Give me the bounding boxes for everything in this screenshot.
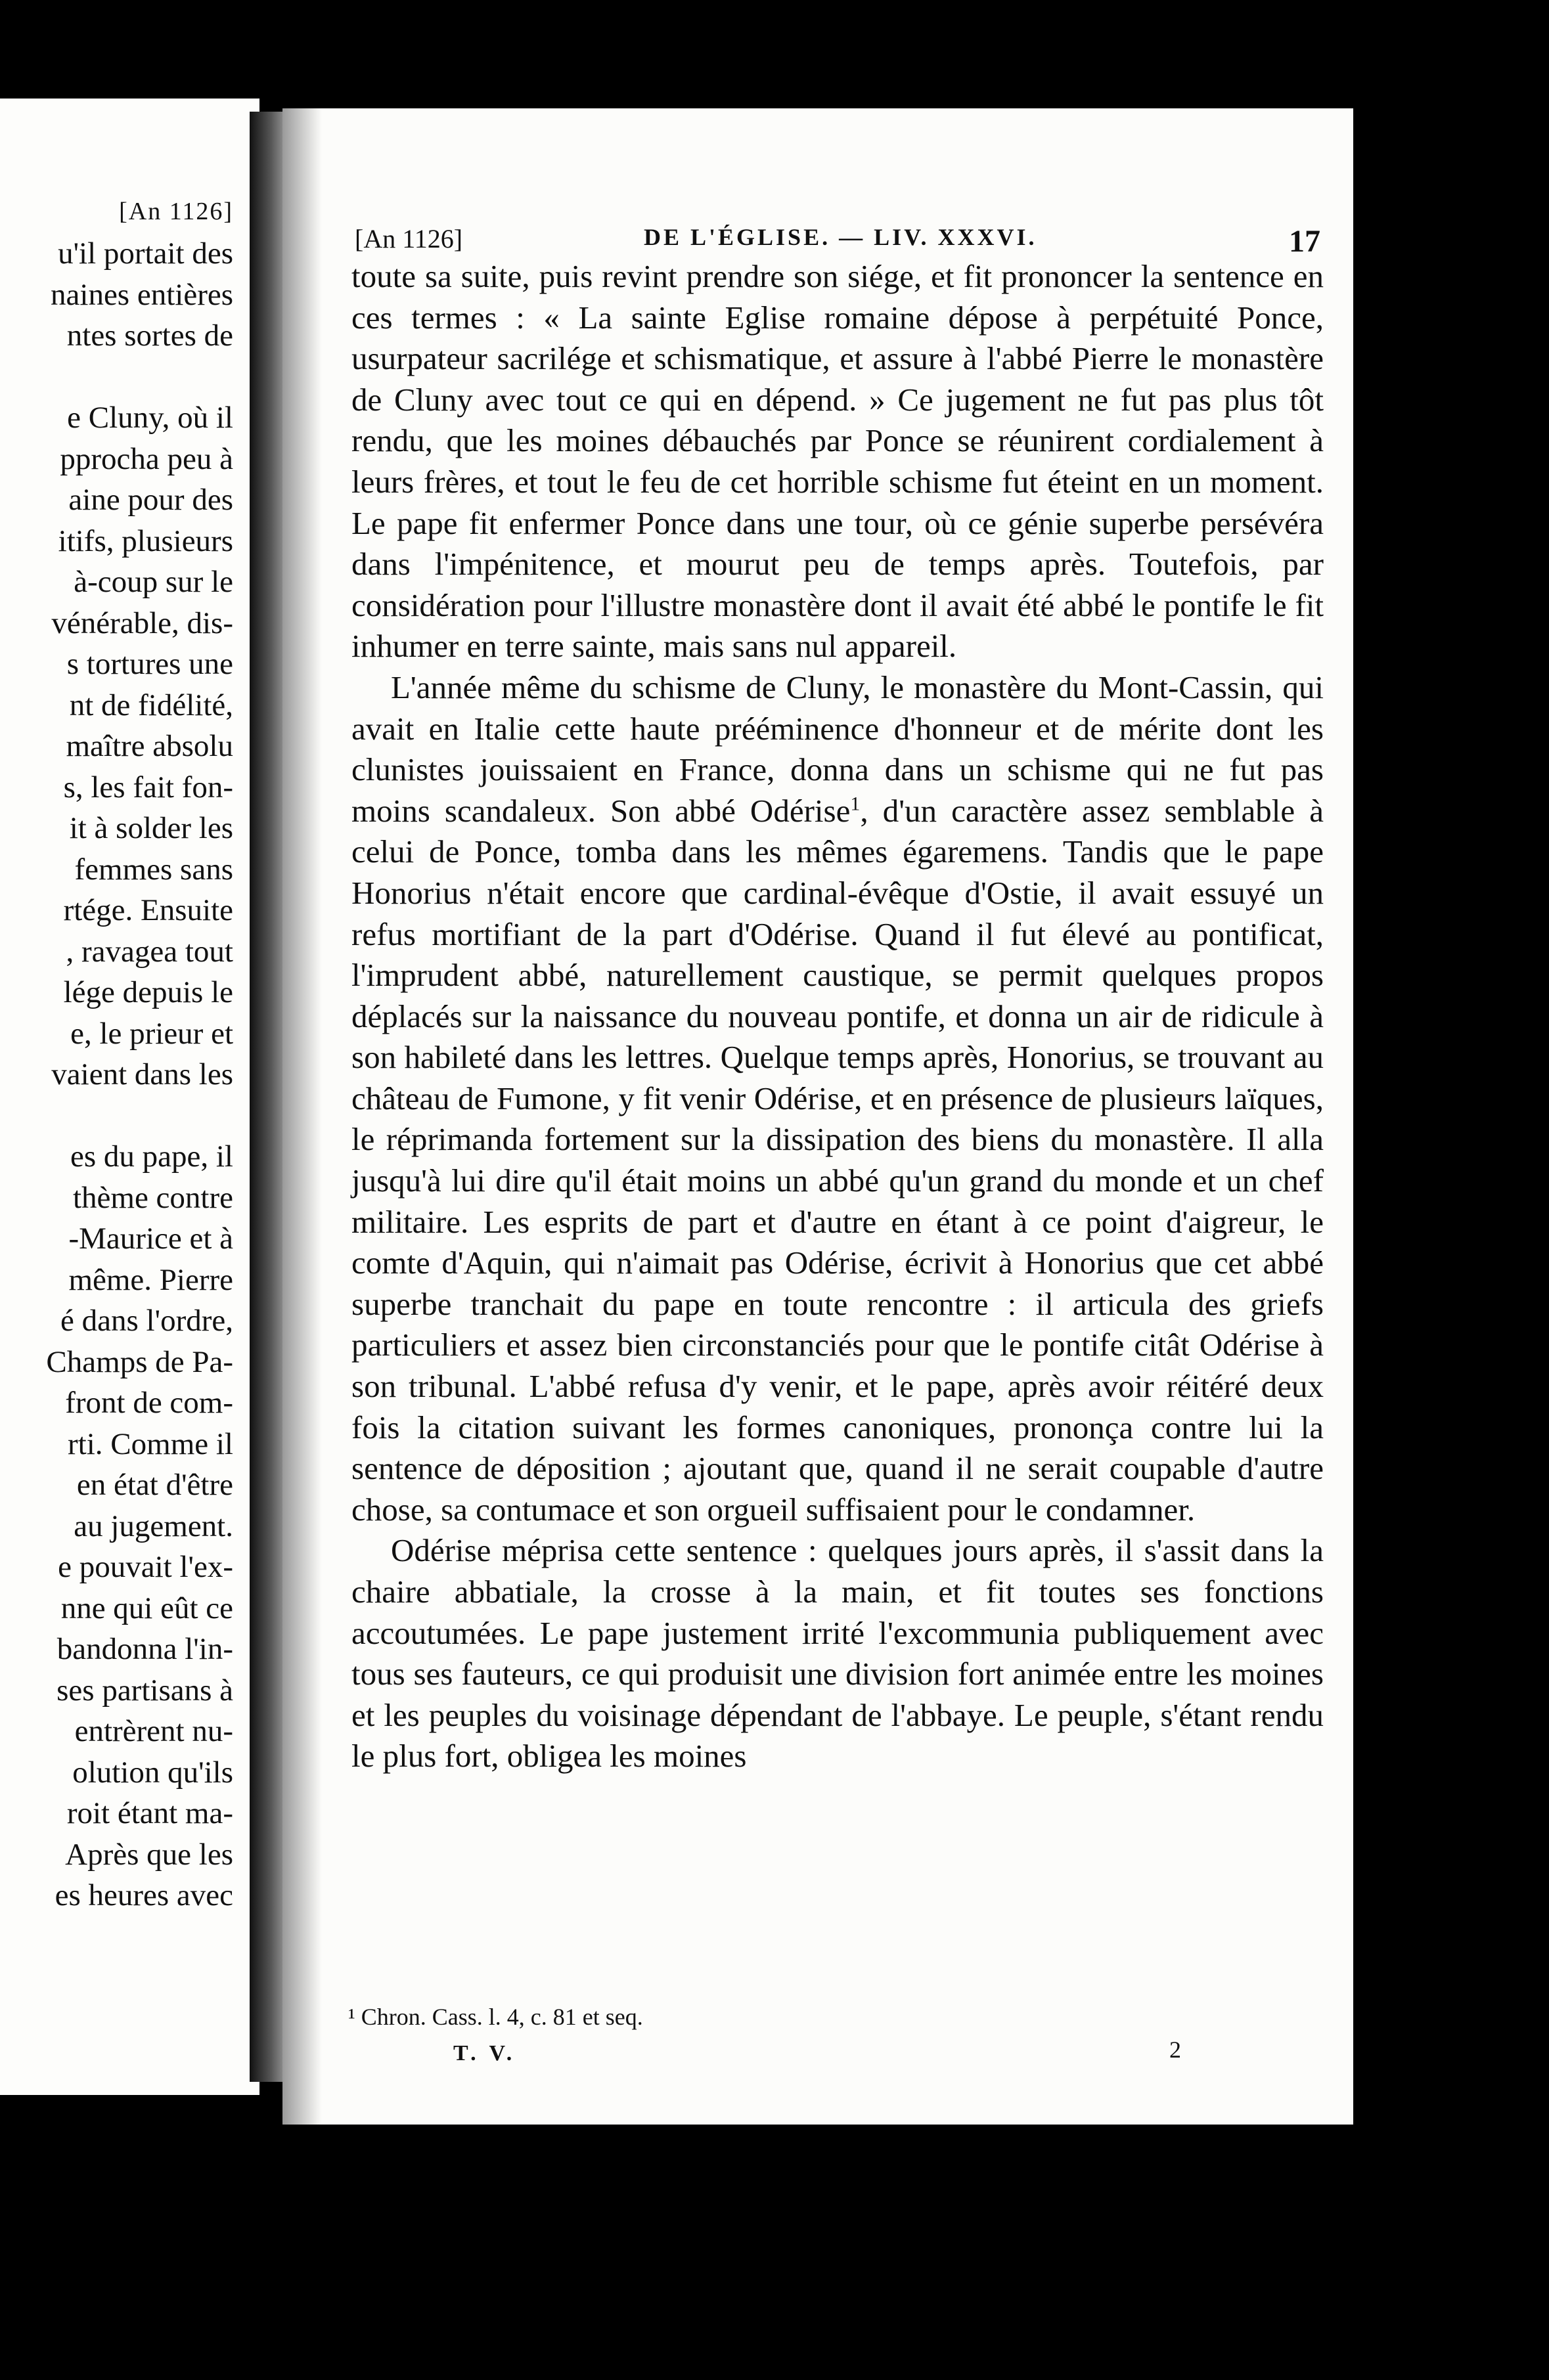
left-page-line: front de com- bbox=[65, 1386, 233, 1420]
paragraph-2 bbox=[351, 667, 1324, 1530]
left-page-line: nt de fidélité, bbox=[69, 688, 233, 722]
page-body bbox=[351, 256, 1324, 1777]
left-page-line: olution qu'ils bbox=[72, 1755, 233, 1790]
left-page-line: es du pape, il bbox=[70, 1139, 233, 1174]
left-page-line: même. Pierre bbox=[68, 1262, 233, 1297]
header-year: [An 1126] bbox=[355, 224, 463, 253]
left-page-line: rtége. Ensuite bbox=[63, 893, 233, 927]
left-page-line: à-coup sur le bbox=[74, 565, 233, 599]
left-page-line: nne qui eût ce bbox=[60, 1591, 233, 1625]
left-page-fragment bbox=[0, 99, 259, 2095]
left-page-line: Après que les bbox=[65, 1837, 233, 1872]
left-page-line: vaient dans les bbox=[51, 1057, 233, 1091]
left-page-line: vénérable, dis- bbox=[51, 606, 233, 640]
left-page-line: pprocha peu à bbox=[60, 441, 233, 476]
left-page-line: entrèrent nu- bbox=[74, 1714, 233, 1748]
left-page-line: itifs, plusieurs bbox=[58, 523, 233, 558]
left-page-line: s tortures une bbox=[66, 647, 233, 681]
left-page-line: ses partisans à bbox=[56, 1673, 233, 1708]
left-page-line: é dans l'ordre, bbox=[60, 1304, 233, 1338]
left-page-line: Champs de Pa- bbox=[46, 1344, 233, 1379]
left-page-line: u'il portait des bbox=[58, 236, 233, 271]
left-page-line: lége depuis le bbox=[63, 975, 233, 1009]
left-page-line: bandonna l'in- bbox=[56, 1632, 233, 1666]
left-page-line: e Cluny, où il bbox=[67, 401, 233, 435]
left-page-line: roit étant ma- bbox=[66, 1796, 233, 1830]
left-page-line: s, les fait fon- bbox=[63, 770, 233, 804]
sheet-number: 2 bbox=[1169, 2037, 1181, 2063]
header-title: DE L'ÉGLISE. — LIV. XXXVI. bbox=[644, 224, 1037, 250]
paragraph-2-text-b: , d'un caractère assez semblable à celui de Ponce, tomba dans les mêmes égaremens. Tandis que le pape Honorius n'était encore que cardinal-évêque d'Ostie, il avait essuyé un refus mortifiant de la part d'Odérise. Quand il fut élevé au pontificat, l'imprudent abbé, naturellement caustique, se permit quelques propos déplacés sur la naissance du nouveau pontife, et donna un air de ridicule à son habileté dans les lettres. Quelque temps après, Honorius, se trouvant au château de Fumone, y fit venir Odérise, et en présence de plusieurs laïques, le réprimanda fortement sur la dissipation des biens du monastère. Il alla jusqu'à lui dire qu'il était moins un abbé qu'un grand du monde et un chef militaire. Les esprits de part et d'autre en étant à ce point d'aigreur, le comte d'Aquin, qui n'aimait pas Odérise, écrivit à Honorius que cet abbé superbe tranchait du pape en toute rencontre : il articula des griefs particuliers et assez bien circonstanciés pour que le pontife citât Odérise à son tribunal. L'abbé refusa d'y venir, et le pape, après avoir réitéré deux fois la citation suivant les formes canoniques, prononça contre lui la sentence de déposition ; ajoutant que, quand il ne serait coupable d'autre chose, sa contumace et son orgueil suffisaient pour le condamner. bbox=[351, 792, 1324, 1528]
left-page-line: en état d'être bbox=[76, 1468, 233, 1502]
left-page-line: ntes sortes de bbox=[66, 319, 233, 353]
left-page-header: [An 1126] bbox=[119, 198, 233, 225]
paragraph-2-text-a: L'année même du schisme de Cluny, le monastère du Mont-Cassin, qui avait en Italie cette haute prééminence d'honneur et de mérite dont les clunistes jouissaient en France, donna dans un schisme qui ne fut pas moins scandaleux. Son abbé Odérise bbox=[351, 669, 1324, 829]
signature-mark: T. V. bbox=[453, 2041, 516, 2065]
right-page bbox=[282, 108, 1353, 2125]
left-page-line: e pouvait l'ex- bbox=[58, 1550, 233, 1584]
left-page-line: -Maurice et à bbox=[68, 1222, 233, 1256]
paragraph-3: Odérise méprisa cette sentence : quelques jours après, il s'assit dans la chaire abbatiale, la crosse à la main, et fit toutes ses fonctions accoutumées. Le pape justement irrité l'excommunia publiquement avec tous ses fauteurs, ce qui produisit une division fort animée entre les moines et les peuples du voisinage dépendant de l'abbaye. Le peuple, s'étant rendu le plus fort, obligea les moines bbox=[351, 1532, 1324, 1774]
left-page-line: e, le prieur et bbox=[70, 1016, 233, 1051]
footnote: ¹ Chron. Cass. l. 4, c. 81 et seq. bbox=[348, 2004, 643, 2030]
page-number: 17 bbox=[1289, 224, 1320, 259]
left-page-line: es heures avec bbox=[55, 1878, 233, 1912]
left-page-line: rti. Comme il bbox=[68, 1426, 233, 1461]
left-page-line bbox=[0, 1095, 233, 1137]
left-page-line: maître absolu bbox=[66, 729, 233, 763]
left-page-text bbox=[0, 233, 233, 1916]
left-page-line: thème contre bbox=[72, 1180, 233, 1215]
footnote-reference: 1 bbox=[850, 793, 861, 815]
left-page-line: it à solder les bbox=[69, 811, 233, 845]
left-page-line: femmes sans bbox=[74, 852, 233, 887]
left-page-line bbox=[0, 357, 233, 398]
left-page-line: aine pour des bbox=[68, 483, 233, 517]
left-page-line: au jugement. bbox=[74, 1509, 233, 1543]
left-page-line: , ravagea tout bbox=[66, 934, 233, 969]
left-page-line: naines entières bbox=[51, 277, 233, 312]
paragraph-1: toute sa suite, puis revint prendre son siége, et fit prononcer la sentence en ces termes : « La sainte Eglise romaine dépose à perpétuité Ponce, usurpateur sacrilége et schismatique, et assure à l'abbé Pierre le monastère de Cluny avec tout ce qui en dépend. » Ce jugement ne fut pas plus tôt rendu, que les moines débauchés par Ponce se réunirent cordialement à leurs frères, et tout le feu de cet horrible schisme fut éteint en un moment. Le pape fit enfermer Ponce dans une tour, où ce génie superbe persévéra dans l'impénitence, et mourut peu de temps après. Toutefois, par considération pour l'illustre monastère dont il avait été abbé le pontife le fit inhumer en terre sainte, mais sans nul appareil. bbox=[351, 258, 1324, 665]
